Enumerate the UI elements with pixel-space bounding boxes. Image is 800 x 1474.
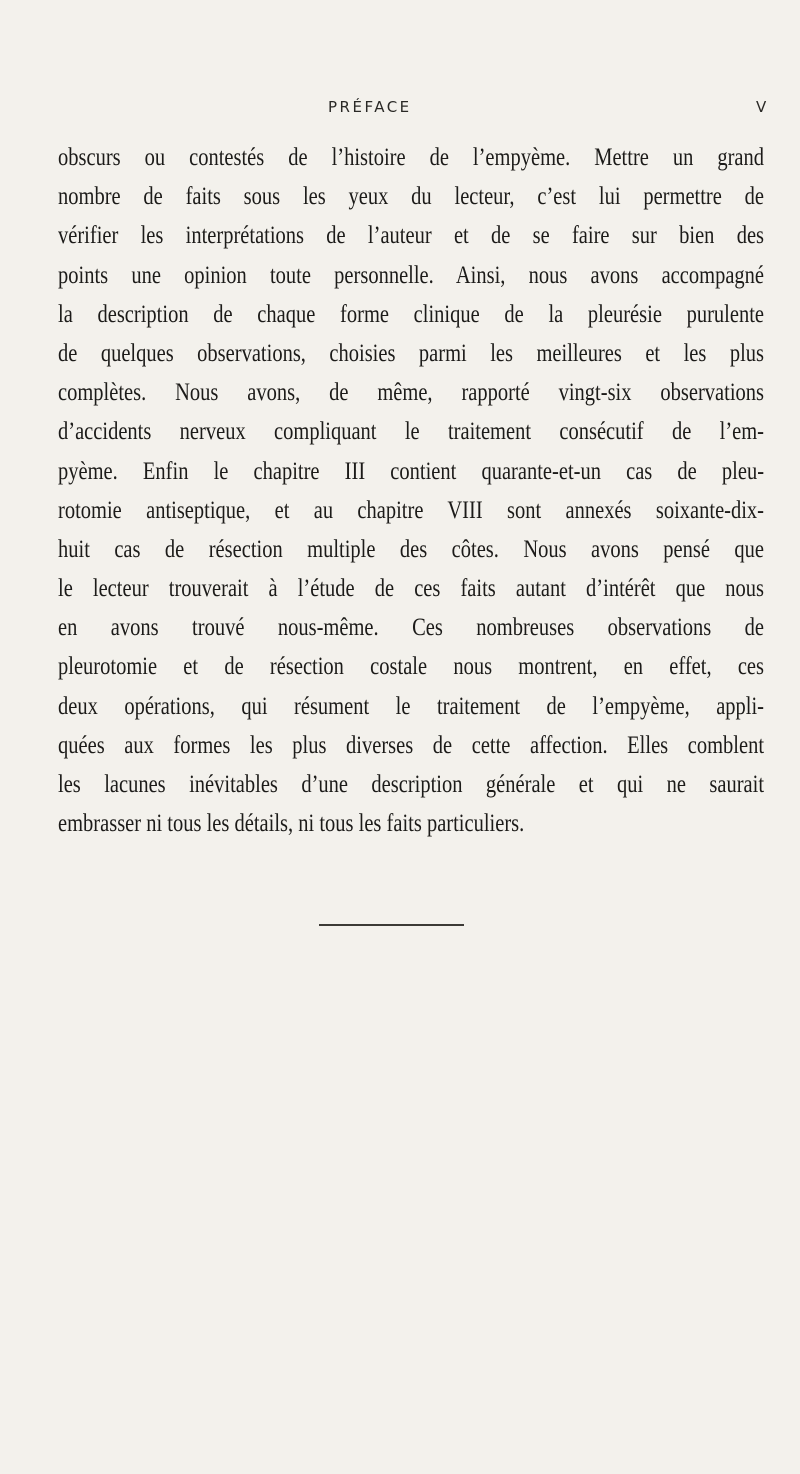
text-line: de quelques observations, choisies parmi les meilleures et les plus [58, 339, 765, 367]
running-title: PRÉFACE [328, 98, 412, 116]
text-line: les lacunes inévitables d’une description générale et qui ne saurait [58, 771, 765, 798]
text-line: nombre de faits sous les yeux du lecteur, c’est lui permettre de [58, 183, 765, 211]
text-line: obscurs ou contestés de l’histoire de l’empyème. Mettre un grand [58, 144, 765, 171]
text-line: deux opérations, qui résument le traitement de l’empyème, appli- [58, 692, 765, 720]
text-line: vérifier les interprétations de l’auteur et de se faire sur bien des [58, 222, 765, 250]
text-line: huit cas de résection multiple des côtes. Nous avons pensé que [58, 535, 765, 563]
text-line: pyème. Enfin le chapitre III contient quarante-et-un cas de pleu- [58, 457, 765, 485]
text-line: d’accidents nerveux compliquant le traitement consécutif de l’em- [58, 418, 765, 446]
text-line: la description de chaque forme clinique de la pleurésie purulente [58, 300, 765, 328]
text-line: rotomie antiseptique, et au chapitre VIII sont annexés soixante-dix- [58, 496, 765, 524]
text-line: points une opinion toute personnelle. Ainsi, nous avons accompagné [58, 261, 765, 289]
text-line: embrasser ni tous les détails, ni tous les faits particuliers. [58, 810, 525, 838]
text-line: en avons trouvé nous-même. Ces nombreuses observations de [58, 614, 765, 642]
body-text [58, 138, 764, 843]
page-number: V [756, 98, 767, 116]
text-line: complètes. Nous avons, de même, rapporté vingt-six observations [58, 379, 765, 407]
text-line: quées aux formes les plus diverses de cette affection. Elles comblent [58, 731, 765, 759]
text-line: le lecteur trouverait à l’étude de ces faits autant d’intérêt que nous [58, 575, 765, 603]
section-divider-rule [319, 924, 464, 926]
running-head [0, 98, 800, 128]
text-line: pleurotomie et de résection costale nous montrent, en effet, ces [58, 653, 765, 681]
